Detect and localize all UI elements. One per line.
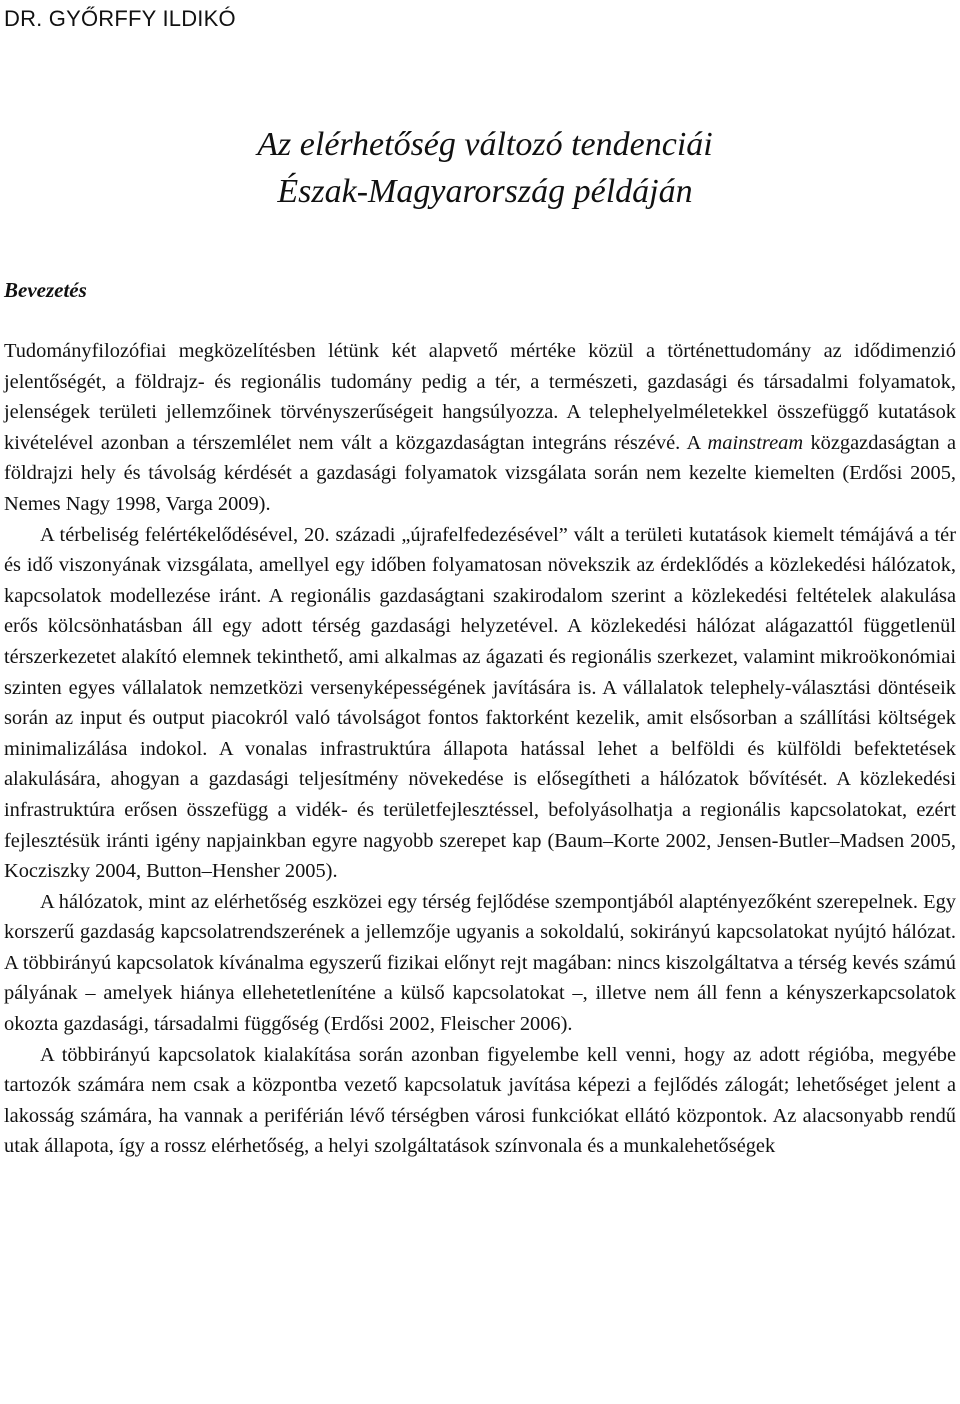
paragraph-1-italic-term: mainstream bbox=[707, 431, 804, 454]
section-heading: Bevezetés bbox=[4, 278, 87, 302]
paragraph-1-text-b: közgazdaságtan a földrajzi hely és távolság kérdését a gazdasági folyamatok vizsgálata során nem kezelte kiemelten (Erdősi 2005, Nemes Nagy 1998, Varga 2009). bbox=[4, 431, 956, 515]
paragraph-1-text-a: Tudományfilozófiai megközelítésben létünk két alapvető mértéke közül a történettudomány az idődimenzió jelentőségét, a földrajz- és regionális tudomány pedig a tér, a természeti, gazdasági és társadalmi folyamatok, jelenségek területi jellemzőinek törvényszerűségeit hangsúlyozza. A telephelyelméletekkel összefüggő kutatások kivételével azonban a térszemlélet nem vált a közgazdaságtan integráns részévé. A bbox=[4, 340, 956, 454]
running-header-author: DR. GYŐRFFY ILDIKÓ bbox=[4, 6, 236, 31]
paragraph-4: A többirányú kapcsolatok kialakítása során azonban figyelembe kell venni, hogy az adott régióba, megyébe tartozók számára nem csak a központba vezető kapcsolatuk javítása képezi a fejlődés zálogát; lehetőséget jelent a lakosság számára, ha vannak a periférián lévő térségben városi funkciókat ellátó központok. Az alacsonyabb rendű utak állapota, így a rossz elérhetőség, a helyi szolgáltatások színvonala és a munkalehetőségek bbox=[4, 1043, 956, 1158]
article-title-line-1: Az elérhetőség változó tendenciái bbox=[257, 126, 713, 163]
paragraph-1 bbox=[4, 336, 956, 520]
article-title bbox=[4, 121, 956, 215]
document-page bbox=[4, 0, 956, 1162]
article-body bbox=[4, 336, 956, 1162]
paragraph-2: A térbeliség felértékelődésével, 20. századi „újrafelfedezésével” vált a területi kutatások kiemelt témájává a tér és idő viszonyának vizsgálata, amellyel egy időben folyamatosan növekszik az érdeklődés a közlekedési hálózatok, kapcsolatok modellezése iránt. A regionális gazdaságtani szakirodalom szerint a közlekedési feltételek alakulása erős kölcsönhatásban áll egy adott térség gazdasági helyzetével. A közlekedési hálózat alágazattól függetlenül térszerkezetet alakító elemnek tekinthető, ami alkalmas az ágazati és regionális szerkezet, valamint mikroökonómiai szinten egyes vállalatok nemzetközi versenyképességének javítására is. A vállalatok telephely-választási döntéseik során az input és output piacokról való távolságot fontos faktorként kezelik, amit elsősorban a szállítási költségek minimalizálása indokol. A vonalas infrastruktúra állapota hatással lehet a belföldi és külföldi befektetések alakulására, ahogyan a gazdasági teljesítmény növekedése is elősegítheti a hálózatok bővítését. A közlekedési infrastruktúra erősen összefügg a vidék- és területfejlesztéssel, befolyásolhatja a regionális kapcsolatokat, ezért fejlesztésük iránti igény napjainkban egyre nagyobb szerepet kap (Baum–Korte 2002, Jensen-Butler–Madsen 2005, Kocziszky 2004, Button–Hensher 2005). bbox=[4, 523, 956, 883]
article-title-line-2: Észak-Magyarország példáján bbox=[277, 173, 693, 210]
paragraph-3: A hálózatok, mint az elérhetőség eszközei egy térség fejlődése szempontjából alaptényezőként szerepelnek. Egy korszerű gazdaság kapcsolatrendszerének a jellemzője ugyanis a sokoldalú, sokirányú kapcsolatokat nyújtó hálózat. A többirányú kapcsolatok kívánalma egyszerű fizikai előnyt rejt magában: nincs kiszolgáltatva a térség kevés számú pályának – amelyek hiánya ellehetetleníténe a külső kapcsolatokat –, illetve nem áll fenn a kényszerkapcsolatok okozta gazdasági, társadalmi függőség (Erdősi 2002, Fleischer 2006). bbox=[4, 890, 956, 1036]
